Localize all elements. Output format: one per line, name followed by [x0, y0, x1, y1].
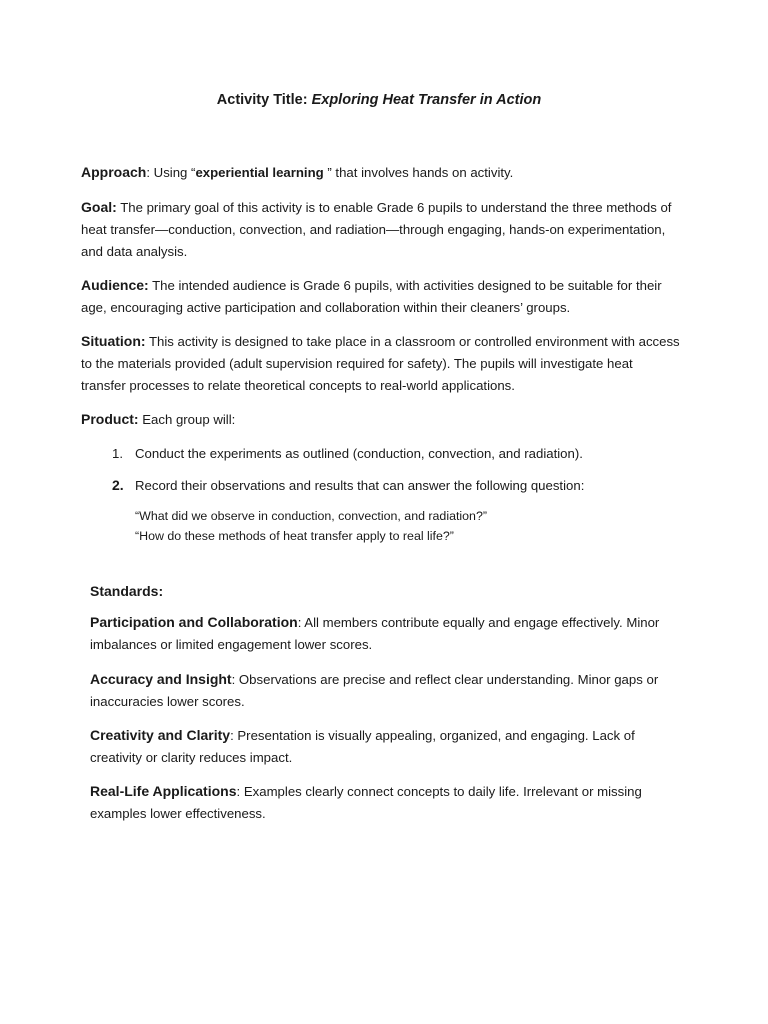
goal-paragraph [81, 196, 681, 263]
standard-item [90, 724, 682, 769]
approach-emphasis: experiential learning [195, 165, 328, 180]
title-label: Activity Title: [216, 92, 312, 108]
situation-text: This activity is designed to take place in a classroom or controlled environment with access to the materials provided (adult supervision required for safety). The pupils will investigate heat transfer processes to relate theoretical concepts to real-world applications. [81, 334, 680, 393]
list-item [112, 474, 692, 497]
goal-text: The primary goal of this activity is to enable Grade 6 pupils to understand the three methods of heat transfer—conduction, convection, and radiation—through engaging, hands-on experimentation, and data analysis. [81, 200, 672, 259]
product-label: Product: [81, 411, 139, 427]
standard-label: Accuracy and Insight [90, 671, 232, 687]
audience-paragraph [81, 274, 681, 319]
standard-label: Participation and Collaboration [90, 614, 298, 630]
audience-text: The intended audience is Grade 6 pupils, with activities designed to be suitable for their age, encouraging active participation and collaboration within their cleaners’ groups. [81, 278, 662, 315]
situation-paragraph [81, 330, 681, 397]
list-text: Record their observations and results that can answer the following question: [135, 478, 585, 493]
standard-text: : Observations are precise and reflect clear understanding. Minor gaps or inaccuracies lower scores. [90, 672, 659, 709]
standard-item [90, 668, 682, 713]
list-number: 1. [112, 446, 123, 461]
situation-label: Situation: [81, 333, 146, 349]
list-number: 2. [112, 477, 124, 493]
standard-text: : Presentation is visually appealing, organized, and engaging. Lack of creativity or clarity reduces impact. [90, 728, 635, 765]
approach-label: Approach [81, 164, 147, 180]
approach-paragraph [81, 161, 681, 184]
product-text: Each group will: [138, 412, 236, 427]
standard-item [90, 780, 682, 825]
standard-label: Creativity and Clarity [90, 727, 231, 743]
question-line: “How do these methods of heat transfer apply to real life?” [135, 529, 454, 543]
activity-title [0, 92, 758, 108]
question-line: “What did we observe in conduction, convection, and radiation?” [135, 509, 487, 523]
standard-label: Real-Life Applications [90, 783, 237, 799]
standards-heading: Standards: [90, 583, 164, 599]
product-paragraph [81, 408, 681, 431]
standard-text: : All members contribute equally and engage effectively. Minor imbalances or limited engagement lower scores. [90, 615, 660, 652]
approach-post: ” that involves hands on activity. [327, 165, 514, 180]
approach-pre: : Using “ [146, 165, 196, 180]
audience-label: Audience: [81, 277, 149, 293]
standard-item [90, 611, 682, 656]
standard-text: : Examples clearly connect concepts to daily life. Irrelevant or missing examples lower effectiveness. [90, 784, 642, 821]
list-text: Conduct the experiments as outlined (conduction, convection, and radiation). [135, 446, 583, 461]
list-item [112, 443, 692, 465]
goal-label: Goal: [81, 199, 117, 215]
title-name: Exploring Heat Transfer in Action [311, 92, 542, 108]
